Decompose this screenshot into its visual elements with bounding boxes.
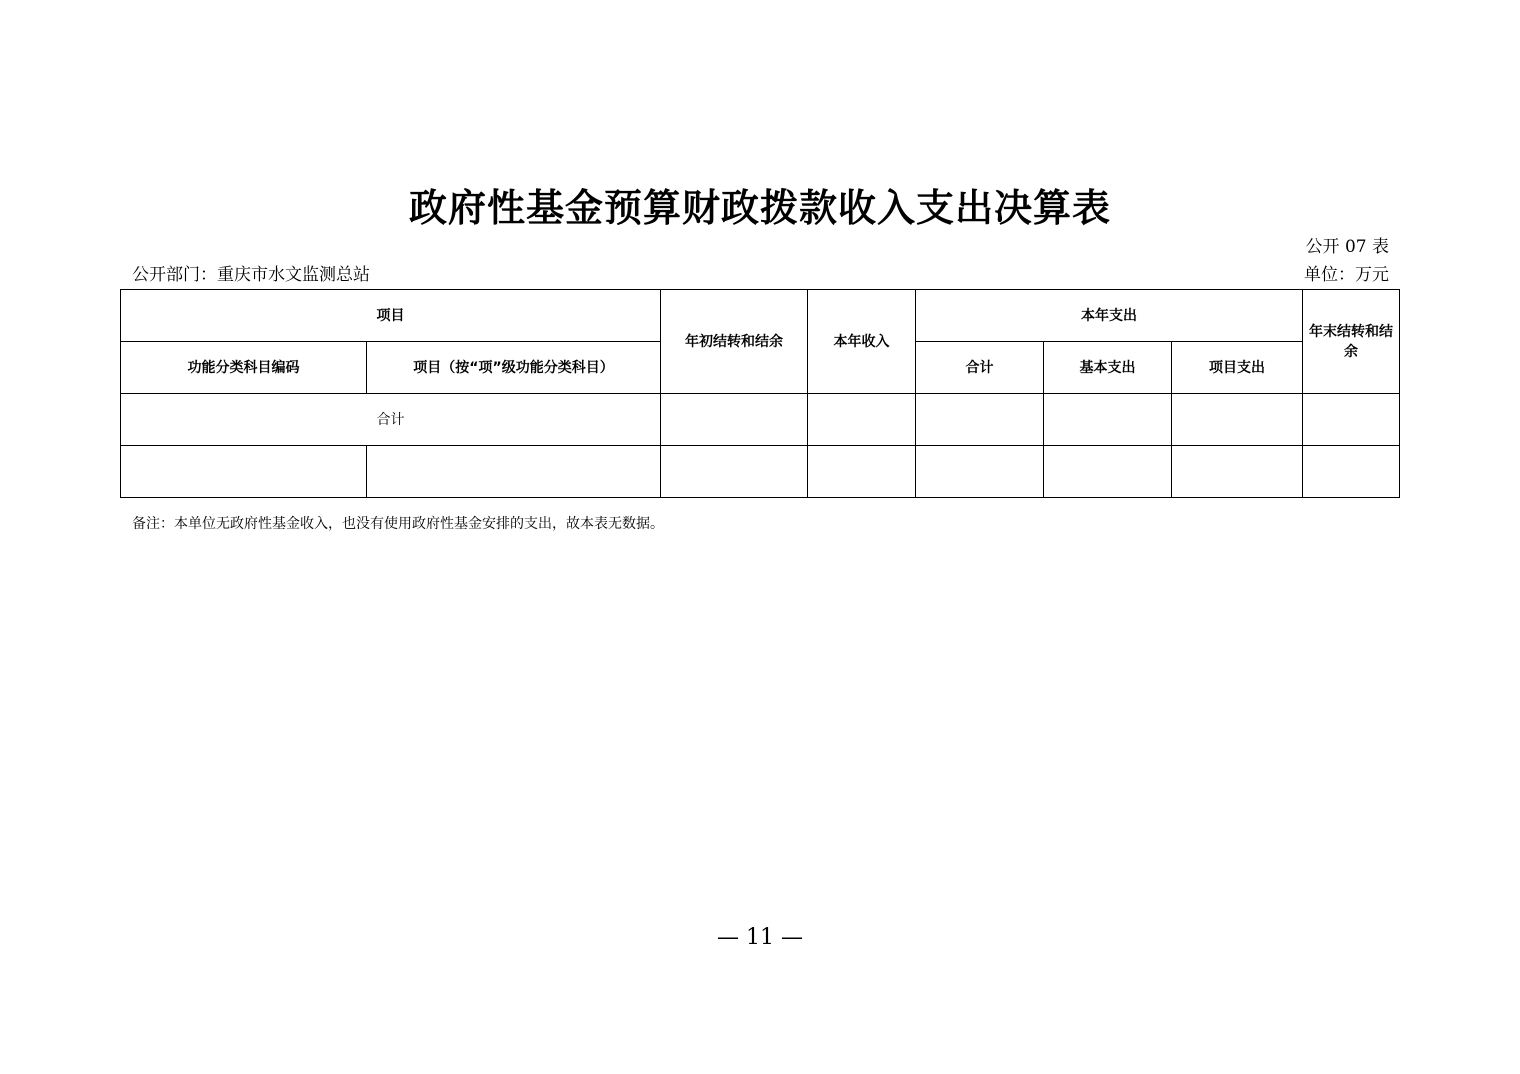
total-row-label: 合计 bbox=[121, 394, 661, 446]
row-func-item bbox=[367, 446, 661, 498]
row-project-expense bbox=[1172, 446, 1303, 498]
total-beginning-balance bbox=[661, 394, 808, 446]
total-basic-expense bbox=[1044, 394, 1172, 446]
header-func-item: 项目（按“项”级功能分类科目） bbox=[367, 342, 661, 394]
header-beginning-balance: 年初结转和结余 bbox=[661, 290, 808, 394]
footnote: 备注：本单位无政府性基金收入，也没有使用政府性基金安排的支出，故本表无数据。 bbox=[132, 516, 664, 532]
row-basic-expense bbox=[1044, 446, 1172, 498]
header-current-income: 本年收入 bbox=[808, 290, 916, 394]
department-label: 公开部门：重庆市水文监测总站 bbox=[132, 265, 370, 285]
row-ending-balance bbox=[1303, 446, 1400, 498]
header-ending-balance: 年末结转和结余 bbox=[1303, 290, 1400, 394]
unit-label: 单位：万元 bbox=[1304, 265, 1389, 285]
header-current-expense: 本年支出 bbox=[916, 290, 1303, 342]
table-row bbox=[121, 446, 1400, 498]
header-expense-total: 合计 bbox=[916, 342, 1044, 394]
row-current-income bbox=[808, 446, 916, 498]
total-current-income bbox=[808, 394, 916, 446]
header-basic-expense: 基本支出 bbox=[1044, 342, 1172, 394]
page-number: — 11 — bbox=[717, 925, 803, 950]
total-row bbox=[121, 394, 1400, 446]
total-expense-total bbox=[916, 394, 1044, 446]
row-beginning-balance bbox=[661, 446, 808, 498]
header-item: 项目 bbox=[121, 290, 661, 342]
table-code: 公开 07 表 bbox=[1305, 237, 1389, 257]
row-func-code bbox=[121, 446, 367, 498]
budget-table bbox=[120, 289, 1400, 498]
header-func-code: 功能分类科目编码 bbox=[121, 342, 367, 394]
total-project-expense bbox=[1172, 394, 1303, 446]
document-title: 政府性基金预算财政拨款收入支出决算表 bbox=[408, 185, 1111, 230]
header-row-1 bbox=[121, 290, 1400, 342]
total-ending-balance bbox=[1303, 394, 1400, 446]
row-expense-total bbox=[916, 446, 1044, 498]
header-project-expense: 项目支出 bbox=[1172, 342, 1303, 394]
